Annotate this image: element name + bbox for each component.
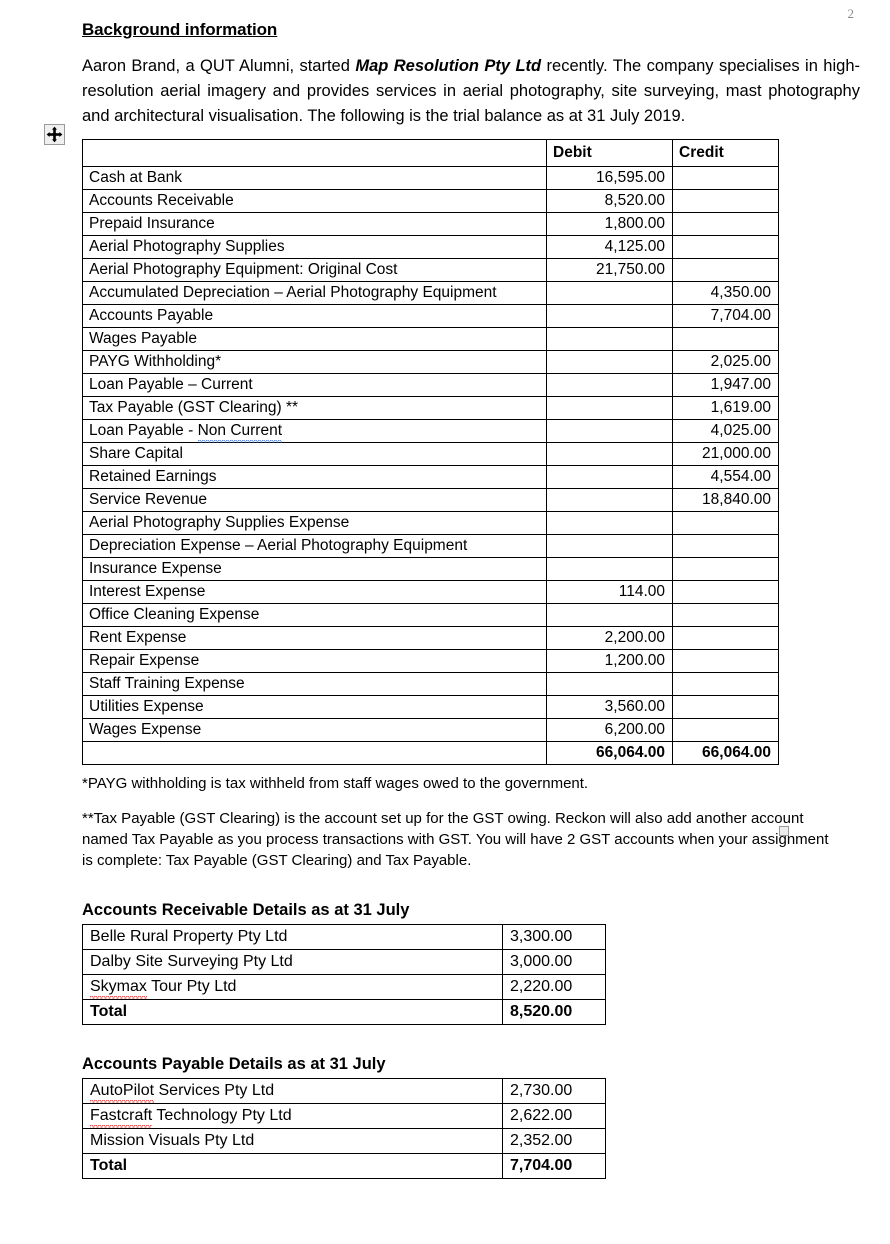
account-name: Office Cleaning Expense [83,604,547,627]
debit-amount [547,282,673,305]
page-title: Background information [82,20,278,39]
amount: 2,622.00 [503,1104,606,1129]
credit-amount [673,719,779,742]
table-row [83,489,779,512]
table-row [83,167,779,190]
table-row [83,397,779,420]
total-label [83,742,547,765]
debit-amount: 114.00 [547,581,673,604]
debit-amount: 6,200.00 [547,719,673,742]
table-row [83,535,779,558]
company-name: Map Resolution Pty Ltd [355,57,542,75]
spellcheck-underline: Fastcraft [90,1106,153,1124]
credit-amount [673,581,779,604]
debit-amount [547,328,673,351]
credit-amount: 4,554.00 [673,466,779,489]
customer-name: Dalby Site Surveying Pty Ltd [83,950,503,975]
table-row [83,950,606,975]
credit-amount: 18,840.00 [673,489,779,512]
account-name: Rent Expense [83,627,547,650]
credit-amount: 1,947.00 [673,374,779,397]
table-row [83,925,606,950]
credit-amount [673,167,779,190]
debit-amount [547,512,673,535]
total-amount: 7,704.00 [503,1154,606,1179]
debit-amount: 3,560.00 [547,696,673,719]
total-label: Total [83,1000,503,1025]
total-label: Total [83,1154,503,1179]
column-header-debit: Debit [547,140,673,167]
table-row [83,627,779,650]
account-name: Wages Payable [83,328,547,351]
debit-amount [547,351,673,374]
account-name: Retained Earnings [83,466,547,489]
amount: 2,730.00 [503,1079,606,1104]
table-row [83,975,606,1000]
debit-amount [547,535,673,558]
debit-amount: 1,200.00 [547,650,673,673]
account-name: Share Capital [83,443,547,466]
account-name: Loan Payable – Current [83,374,547,397]
account-name: PAYG Withholding* [83,351,547,374]
credit-amount [673,604,779,627]
debit-amount [547,489,673,512]
accounts-payable-table [82,1078,606,1179]
table-row [83,604,779,627]
accounts-receivable-section [82,901,860,1025]
account-name: Depreciation Expense – Aerial Photography Equipment [83,535,547,558]
debit-amount: 1,800.00 [547,213,673,236]
credit-amount [673,696,779,719]
total-credit: 66,064.00 [673,742,779,765]
table-row [83,673,779,696]
table-row [83,581,779,604]
table-row [83,512,779,535]
amount: 2,220.00 [503,975,606,1000]
credit-amount: 4,350.00 [673,282,779,305]
credit-amount [673,558,779,581]
account-name: Insurance Expense [83,558,547,581]
debit-amount [547,443,673,466]
credit-amount [673,236,779,259]
customer-name: Belle Rural Property Pty Ltd [83,925,503,950]
debit-amount: 4,125.00 [547,236,673,259]
customer-name: Mission Visuals Pty Ltd [83,1129,503,1154]
credit-amount [673,535,779,558]
credit-amount: 4,025.00 [673,420,779,443]
credit-amount [673,512,779,535]
customer-name: Skymax Tour Pty Ltd [83,975,503,1000]
move-cross-icon[interactable] [44,124,65,145]
total-amount: 8,520.00 [503,1000,606,1025]
column-header-credit: Credit [673,140,779,167]
table-total-row [83,1000,606,1025]
account-name: Staff Training Expense [83,673,547,696]
amount: 3,300.00 [503,925,606,950]
debit-amount: 16,595.00 [547,167,673,190]
spellcheck-underline: Skymax [90,977,147,995]
debit-amount [547,604,673,627]
debit-amount [547,466,673,489]
account-name: Utilities Expense [83,696,547,719]
debit-amount [547,420,673,443]
accounts-receivable-heading: Accounts Receivable Details as at 31 July [82,901,410,919]
credit-amount [673,673,779,696]
credit-amount: 21,000.00 [673,443,779,466]
account-name: Aerial Photography Supplies [83,236,547,259]
table-row [83,466,779,489]
amount: 3,000.00 [503,950,606,975]
table-row [83,328,779,351]
column-header-account [83,140,547,167]
spellcheck-underline: AutoPilot [90,1081,155,1099]
credit-amount [673,650,779,673]
table-row [83,443,779,466]
account-name: Accumulated Depreciation – Aerial Photography Equipment [83,282,547,305]
accounts-receivable-table [82,924,606,1025]
table-row [83,259,779,282]
account-name: Accounts Receivable [83,190,547,213]
account-name: Tax Payable (GST Clearing) ** [83,397,547,420]
account-name: Repair Expense [83,650,547,673]
table-total-row [83,1154,606,1179]
table-row [83,558,779,581]
credit-amount [673,328,779,351]
amount: 2,352.00 [503,1129,606,1154]
table-row [83,1129,606,1154]
customer-name: Fastcraft Technology Pty Ltd [83,1104,503,1129]
accounts-payable-heading: Accounts Payable Details as at 31 July [82,1055,386,1073]
table-row [83,1079,606,1104]
credit-amount: 1,619.00 [673,397,779,420]
table-header-row [83,140,779,167]
account-name: Cash at Bank [83,167,547,190]
table-row [83,374,779,397]
debit-amount: 8,520.00 [547,190,673,213]
table-row [83,190,779,213]
debit-amount: 2,200.00 [547,627,673,650]
table-row [83,351,779,374]
intro-part1: Aaron Brand, a QUT Alumni, started [82,57,356,75]
debit-amount [547,305,673,328]
intro-paragraph [82,54,860,129]
account-name: Interest Expense [83,581,547,604]
table-row [83,420,779,443]
customer-name: AutoPilot Services Pty Ltd [83,1079,503,1104]
intro-part2: recently. The company specialises in high-resolution aerial imagery and provides services in aerial photography, site surveying, mast photography and architectural visualisation. The following is the trial balance as at 31 July 2019. [82,57,860,125]
debit-amount [547,397,673,420]
page-number: 2 [847,6,854,21]
account-name: Service Revenue [83,489,547,512]
credit-amount: 7,704.00 [673,305,779,328]
table-row [83,719,779,742]
account-name: Wages Expense [83,719,547,742]
debit-amount: 21,750.00 [547,259,673,282]
credit-amount [673,190,779,213]
spellcheck-underline: Non Current [197,421,283,439]
table-row [83,696,779,719]
total-debit: 66,064.00 [547,742,673,765]
account-name: Prepaid Insurance [83,213,547,236]
account-name: Loan Payable - Non Current [83,420,547,443]
account-name: Aerial Photography Supplies Expense [83,512,547,535]
account-name: Accounts Payable [83,305,547,328]
table-row [83,282,779,305]
debit-amount [547,558,673,581]
credit-amount: 2,025.00 [673,351,779,374]
table-total-row [83,742,779,765]
footnote-payg: *PAYG withholding is tax withheld from staff wages owed to the government. [82,775,589,792]
debit-amount [547,673,673,696]
account-name: Aerial Photography Equipment: Original Cost [83,259,547,282]
table-row [83,305,779,328]
trial-balance-table [82,139,779,765]
document-content [82,20,860,1179]
credit-amount [673,213,779,236]
debit-amount [547,374,673,397]
table-row [83,1104,606,1129]
table-row [83,213,779,236]
table-row [83,236,779,259]
footnote-gst: **Tax Payable (GST Clearing) is the account set up for the GST owing. Reckon will also add another account named Tax Payable as you process transactions with GST. You will have 2 GST accounts when your assignment is complete: Tax Payable (GST Clearing) and Tax Payable. [82,810,829,869]
credit-amount [673,627,779,650]
table-row [83,650,779,673]
credit-amount [673,259,779,282]
accounts-payable-section [82,1055,860,1179]
